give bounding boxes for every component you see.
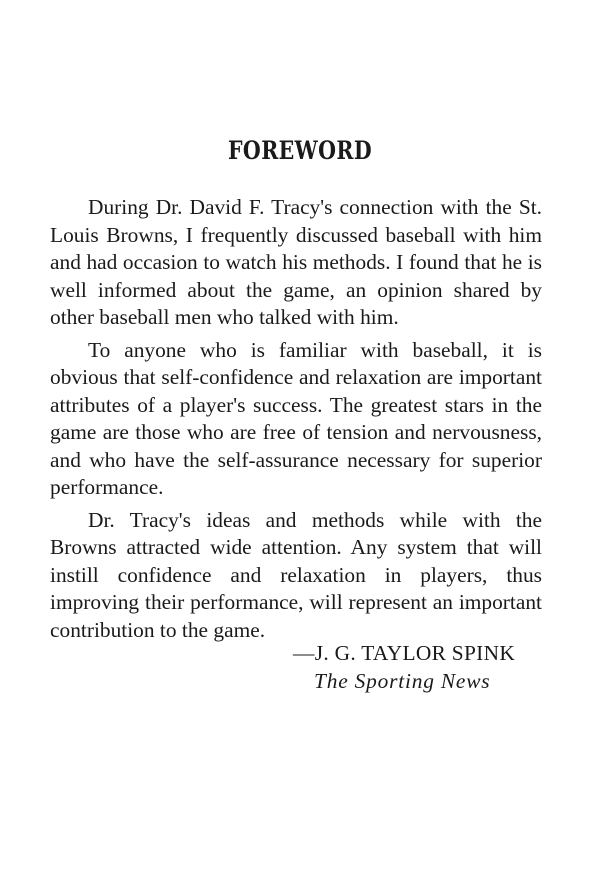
page-title: FOREWORD [227, 136, 373, 165]
paragraph-2: To anyone who is familiar with baseball, it is obvious that self-confidence and relaxation are important attributes of a player's success. The greatest stars in the game are those who are free of tension and nervousness, and who have the self-assurance necessary for superior performance. [50, 337, 542, 499]
paragraph-3: Dr. Tracy's ideas and methods while with the Browns attracted wide attention. Any system that will instill confidence and relaxation in players, thus improving their performance, will represent an important contribution to the game. [50, 507, 542, 642]
foreword-body [50, 194, 542, 649]
signature-publication: The Sporting News [314, 669, 491, 693]
paragraph-1: During Dr. David F. Tracy's connection with the St. Louis Browns, I frequently discussed baseball with him and had occasion to watch his methods. I found that he is well informed about the game, an opinion shared by other baseball men who talked with him. [50, 195, 542, 329]
signature-name: —J. G. TAYLOR SPINK [293, 641, 516, 665]
